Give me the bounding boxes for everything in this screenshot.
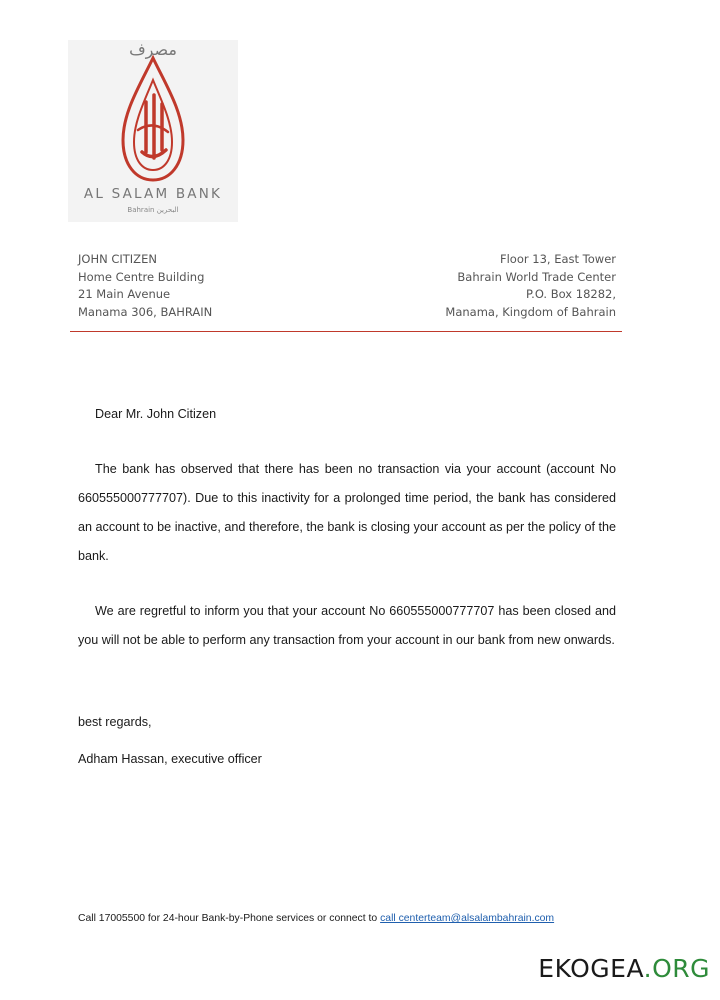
footer-text: Call 17005500 for 24-hour Bank-by-Phone services or connect to — [78, 913, 378, 924]
address-line: Manama, Kingdom of Bahrain — [445, 304, 616, 319]
address-line: JOHN CITIZEN — [78, 252, 157, 266]
flame-logo-icon — [68, 40, 238, 190]
bank-address — [445, 251, 616, 321]
logo-bank-name: AL SALAM BANK — [83, 186, 223, 202]
footer-email-link[interactable]: call centerteam@alsalambahrain.com — [380, 913, 555, 924]
address-line: Bahrain World Trade Center — [457, 269, 616, 284]
address-line: Floor 13, East Tower — [500, 252, 616, 266]
footer — [78, 913, 554, 924]
recipient-address — [78, 251, 212, 321]
header-divider — [70, 331, 622, 332]
address-line: Manama 306, BAHRAIN — [78, 304, 213, 319]
bank-logo — [68, 40, 238, 222]
watermark-tld: .ORG — [643, 954, 710, 983]
letter-paragraph-2: We are regretful to inform you that your account No 660555000777707 has been closed and you will not be able to perform any transaction from your account in our bank from new onwards. — [78, 604, 616, 647]
logo-arabic-text: مصرف — [129, 40, 177, 59]
signer: Adham Hassan, executive officer — [78, 752, 262, 766]
address-line: P.O. Box 18282, — [526, 287, 616, 301]
address-line: Home Centre Building — [78, 269, 205, 284]
closing: best regards, — [78, 715, 152, 729]
watermark-name: EKOGEA — [538, 954, 644, 983]
address-line: 21 Main Avenue — [78, 287, 171, 301]
letter-paragraph-1: The bank has observed that there has been no transaction via your account (account No 660555000777707). Due to this inactivity for a prolonged time period, the bank has considered an account to be inactive, and therefore, the bank is closing your account as per the policy of the bank. — [78, 462, 616, 563]
logo-sub-label: Bahrain البحرين — [127, 206, 179, 214]
watermark — [538, 954, 710, 983]
salutation: Dear Mr. John Citizen — [95, 407, 217, 421]
